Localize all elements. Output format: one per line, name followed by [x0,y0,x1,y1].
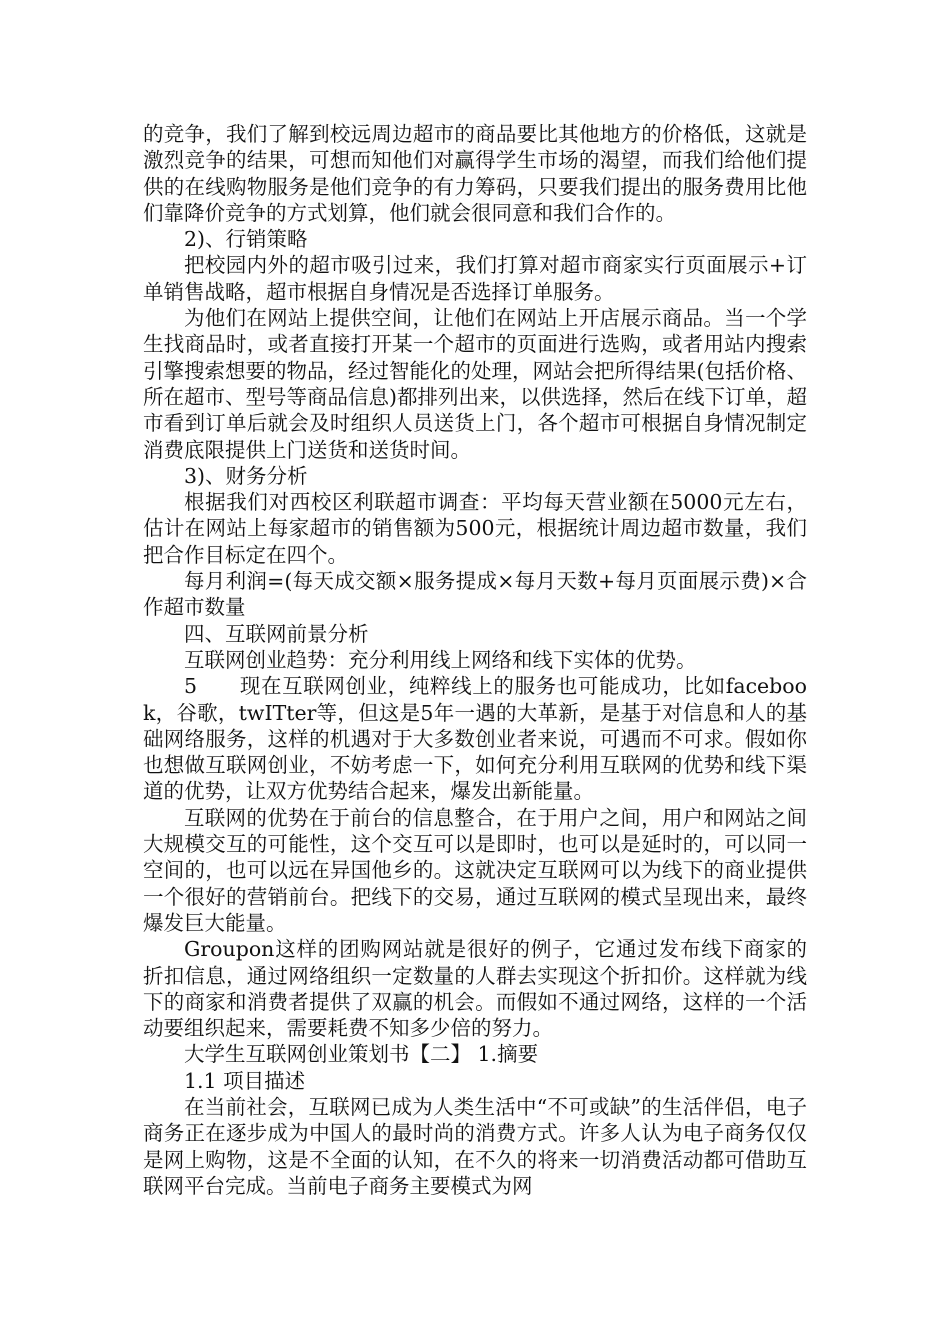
paragraph-groupon-example: Groupon这样的团购网站就是很好的例子，它通过发布线下商家的折扣信息，通过网络组织一定数量的人群去实现这个折扣价。这样就为线下的商家和消费者提供了双赢的机会。而假如不通过网络，这样的一个活动要组织起来，需要耗费不知多少倍的努力。 [143,937,807,1041]
document-page [143,121,807,1199]
heading-marketing-strategy: 2)、行销策略 [184,227,308,252]
heading-financial-analysis: 3)、财务分析 [184,463,308,488]
paragraph-online-startup: 5 现在互联网创业，纯粹线上的服务也可能成功，比如facebook，谷歌，twITter等，但这是5年一遇的大革新，是基于对信息和人的基础网络服务，这样的机遇对于大多数创业者来说，可遇而不可求。假如你也想做互联网创业，不妨考虑一下，如何充分利用互联网的优势和线下渠道的优势，让双方优势结合起来，爆发出新能量。 [143,674,807,804]
paragraph-profit-formula: 每月利润=(每天成交额×服务提成×每月天数+每月页面展示费)×合作超市数量 [143,569,807,620]
heading-project-description: 1.1 项目描述 [184,1068,306,1093]
heading-plan-two-summary: 大学生互联网创业策划书【二】 1.摘要 [184,1042,539,1067]
paragraph-survey: 根据我们对西校区利联超市调查：平均每天营业额在5000元左右，估计在网站上每家超市的销售额为500元，根据统计周边超市数量，我们把合作目标定在四个。 [143,490,807,567]
paragraph-trend: 互联网创业趋势：充分利用线上网络和线下实体的优势。 [184,647,697,672]
paragraph-competition: 的竞争，我们了解到校远周边超市的商品要比其他地方的价格低，这就是激烈竞争的结果，可想而知他们对赢得学生市场的渴望，而我们给他们提供的在线购物服务是他们竞争的有力筹码，只要我们提出的服务费用比他们靠降价竞争的方式划算，他们就会很同意和我们合作的。 [143,122,807,225]
paragraph-current-society: 在当前社会，互联网已成为人类生活中“不可或缺”的生活伴侣，电子商务正在逐步成为中国人的最时尚的消费方式。许多人认为电子商务仅仅是网上购物，这是不全面的认知，在不久的将来一切消费活动都可借助互联网平台完成。当前电子商务主要模式为网 [143,1094,807,1198]
paragraph-attract-supermarkets: 把校园内外的超市吸引过来，我们打算对超市商家实行页面展示+订单销售战略，超市根据自身情况是否选择订单服务。 [143,253,807,304]
paragraph-online-store: 为他们在网站上提供空间，让他们在网站上开店展示商品。当一个学生找商品时，或者直接打开某一个超市的页面进行选购，或者用站内搜索引擎搜索想要的物品，经过智能化的处理，网站会把所得结果(包括价格、所在超市、型号等商品信息)都排列出来，以供选择，然后在线下订单，超市看到订单后就会及时组织人员送货上门，各个超市可根据自身情况制定消费底限提供上门送货和送货时间。 [143,306,807,462]
heading-internet-outlook: 四、互联网前景分析 [184,621,369,646]
paragraph-internet-advantage: 互联网的优势在于前台的信息整合，在于用户之间，用户和网站之间大规模交互的可能性，这个交互可以是即时，也可以是延时的，可以同一空间的，也可以远在异国他乡的。这就决定互联网可以为线下的商业提供一个很好的营销前台。把线下的交易，通过互联网的模式呈现出来，最终爆发巨大能量。 [143,805,807,935]
